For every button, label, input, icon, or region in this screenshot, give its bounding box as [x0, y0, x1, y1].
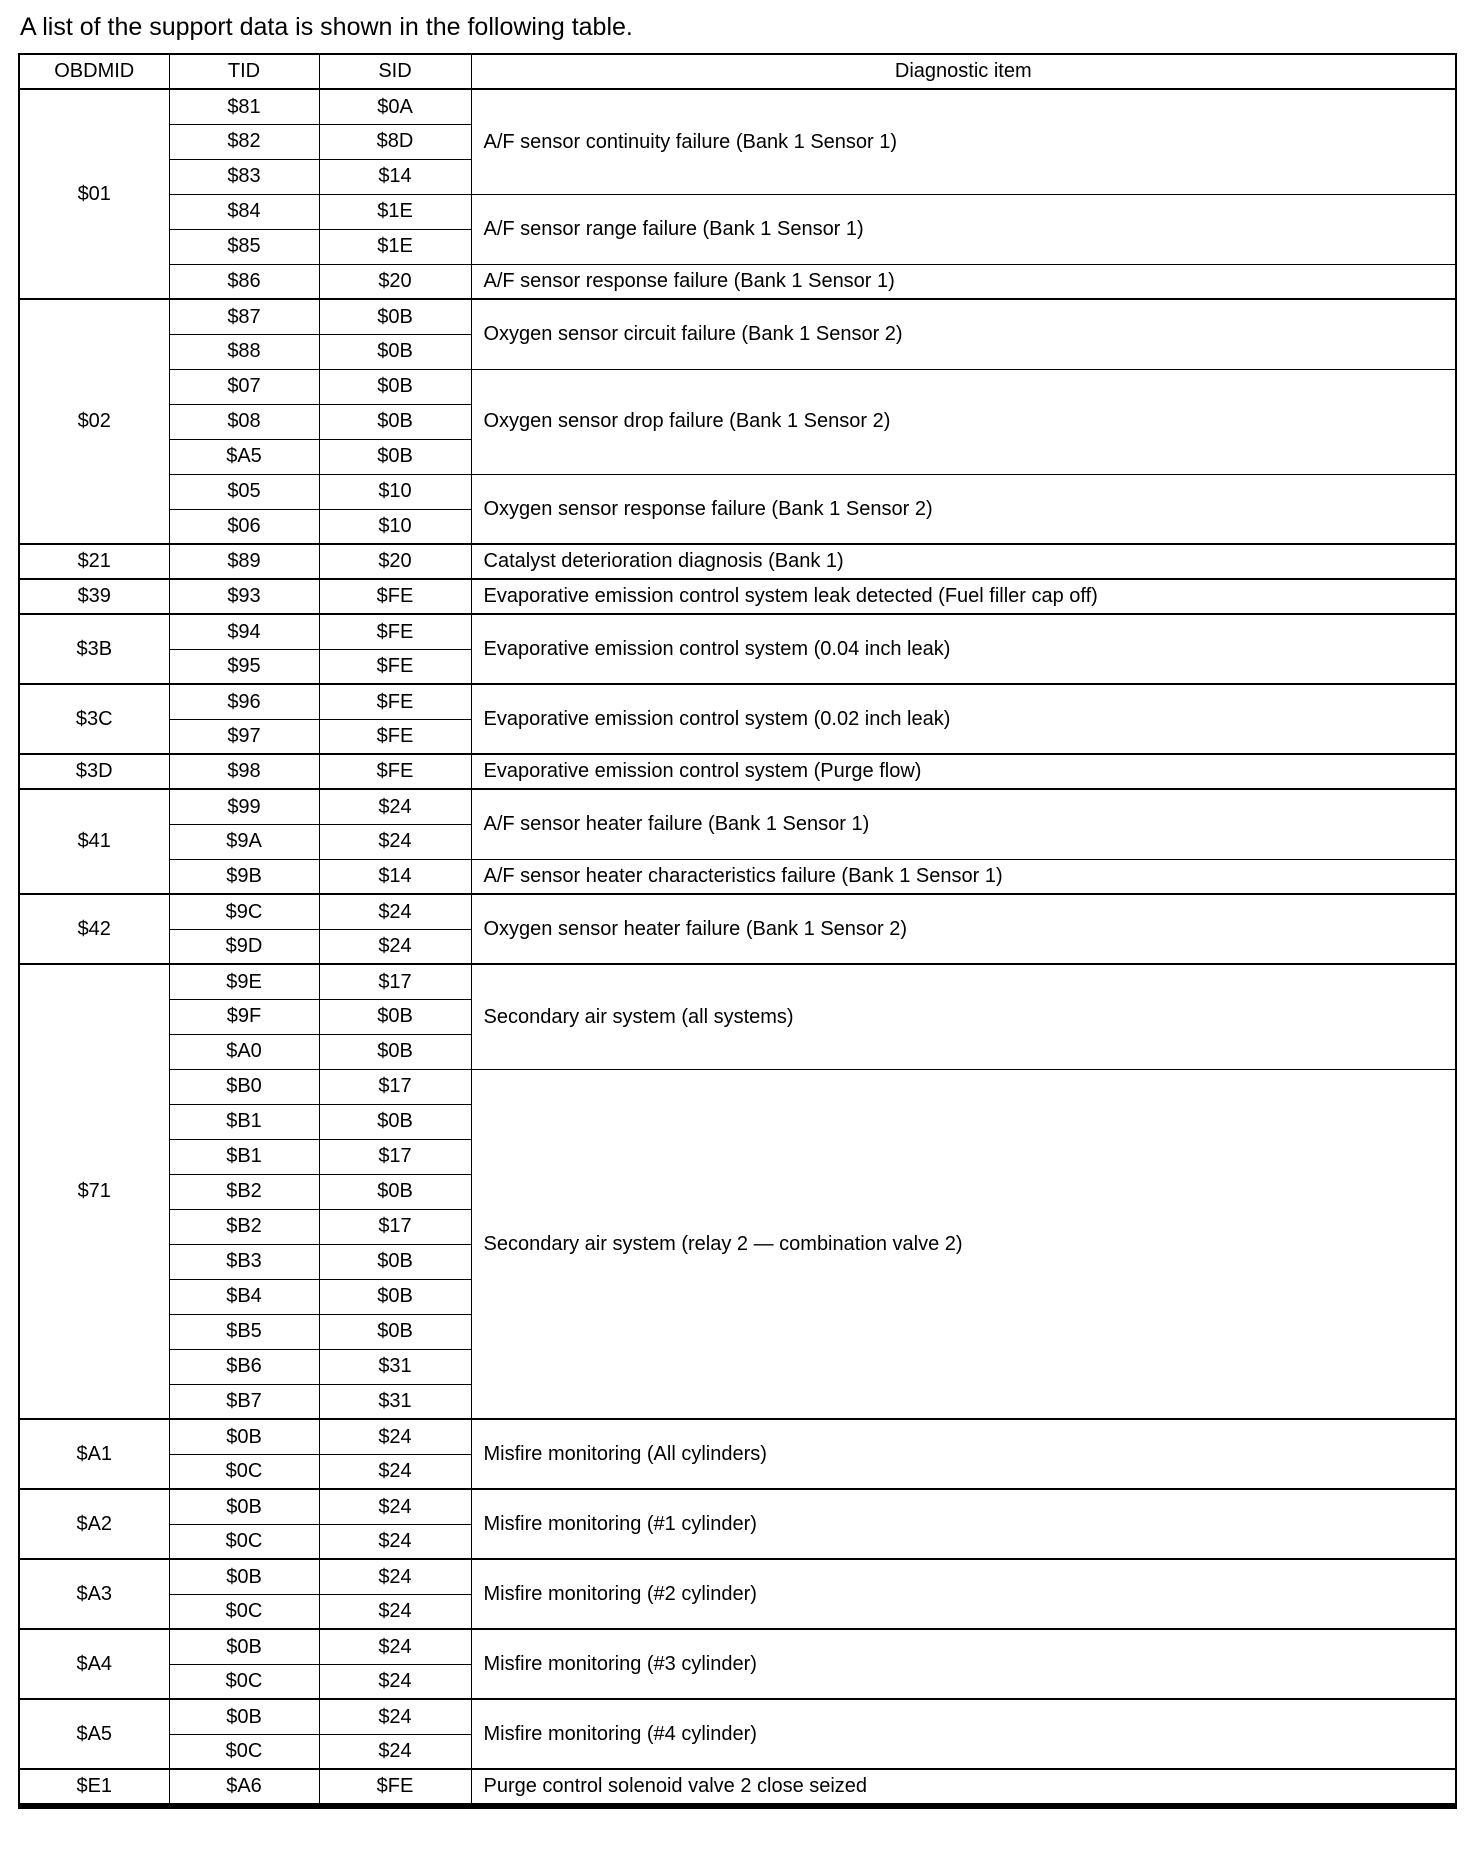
diagnostic-cell: Catalyst deterioration diagnosis (Bank 1): [471, 544, 1456, 579]
tid-cell: $0B: [169, 1629, 319, 1664]
sid-cell: $20: [319, 544, 471, 579]
sid-cell: $10: [319, 474, 471, 509]
sid-cell: $0B: [319, 299, 471, 334]
diagnostic-cell: A/F sensor heater characteristics failure (Bank 1 Sensor 1): [471, 859, 1456, 894]
sid-cell: $0B: [319, 369, 471, 404]
obdmid-cell: $21: [19, 544, 169, 579]
diagnostic-cell: Evaporative emission control system (Purge flow): [471, 754, 1456, 789]
table-row: [19, 474, 1456, 509]
table-row: [19, 89, 1456, 124]
tid-cell: $85: [169, 229, 319, 264]
tid-cell: $0C: [169, 1594, 319, 1629]
tid-cell: $A0: [169, 1034, 319, 1069]
tid-cell: $94: [169, 614, 319, 649]
sid-cell: $8D: [319, 124, 471, 159]
sid-cell: $24: [319, 824, 471, 859]
obdmid-cell: $A2: [19, 1489, 169, 1559]
sid-cell: $24: [319, 1489, 471, 1524]
tid-cell: $B2: [169, 1174, 319, 1209]
sid-cell: $14: [319, 159, 471, 194]
sid-cell: $0B: [319, 1104, 471, 1139]
diagnostic-cell: A/F sensor continuity failure (Bank 1 Sensor 1): [471, 89, 1456, 194]
tid-cell: $05: [169, 474, 319, 509]
header-sid: SID: [319, 54, 471, 89]
sid-cell: $24: [319, 1419, 471, 1454]
obdmid-cell: $3D: [19, 754, 169, 789]
sid-cell: $17: [319, 1069, 471, 1104]
tid-cell: $81: [169, 89, 319, 124]
obdmid-cell: $3B: [19, 614, 169, 684]
tid-cell: $88: [169, 334, 319, 369]
header-row: [19, 54, 1456, 89]
diagnostic-cell: Misfire monitoring (#3 cylinder): [471, 1629, 1456, 1699]
sid-cell: $0B: [319, 999, 471, 1034]
table-row: [19, 1559, 1456, 1594]
sid-cell: $24: [319, 789, 471, 824]
tid-cell: $0C: [169, 1664, 319, 1699]
sid-cell: $20: [319, 264, 471, 299]
obdmid-cell: $71: [19, 964, 169, 1419]
sid-cell: $FE: [319, 614, 471, 649]
tid-cell: $98: [169, 754, 319, 789]
diagnostic-cell: Misfire monitoring (#2 cylinder): [471, 1559, 1456, 1629]
table-body: [19, 89, 1456, 1806]
tid-cell: $B5: [169, 1314, 319, 1349]
diagnostic-cell: A/F sensor heater failure (Bank 1 Sensor 1): [471, 789, 1456, 859]
table-row: [19, 369, 1456, 404]
tid-cell: $82: [169, 124, 319, 159]
table-row: [19, 859, 1456, 894]
obdmid-cell: $A4: [19, 1629, 169, 1699]
obdmid-cell: $A1: [19, 1419, 169, 1489]
tid-cell: $9B: [169, 859, 319, 894]
tid-cell: $B1: [169, 1104, 319, 1139]
tid-cell: $9D: [169, 929, 319, 964]
tid-cell: $95: [169, 649, 319, 684]
table-row: [19, 544, 1456, 579]
tid-cell: $9F: [169, 999, 319, 1034]
sid-cell: $FE: [319, 754, 471, 789]
diagnostic-cell: Misfire monitoring (All cylinders): [471, 1419, 1456, 1489]
header-obdmid: OBDMID: [19, 54, 169, 89]
table-row: [19, 1069, 1456, 1104]
tid-cell: $83: [169, 159, 319, 194]
sid-cell: $17: [319, 964, 471, 999]
diagnostic-cell: Secondary air system (relay 2 — combination valve 2): [471, 1069, 1456, 1419]
sid-cell: $FE: [319, 1769, 471, 1806]
tid-cell: $0B: [169, 1699, 319, 1734]
tid-cell: $99: [169, 789, 319, 824]
diagnostic-cell: Evaporative emission control system leak detected (Fuel filler cap off): [471, 579, 1456, 614]
sid-cell: $0B: [319, 1034, 471, 1069]
diagnostic-cell: A/F sensor response failure (Bank 1 Sensor 1): [471, 264, 1456, 299]
table-row: [19, 194, 1456, 229]
diagnostic-cell: Evaporative emission control system (0.02 inch leak): [471, 684, 1456, 754]
header-tid: TID: [169, 54, 319, 89]
tid-cell: $B1: [169, 1139, 319, 1174]
tid-cell: $B4: [169, 1279, 319, 1314]
sid-cell: $14: [319, 859, 471, 894]
obdmid-cell: $A5: [19, 1699, 169, 1769]
tid-cell: $0C: [169, 1734, 319, 1769]
obdmid-cell: $41: [19, 789, 169, 894]
sid-cell: $0B: [319, 1314, 471, 1349]
tid-cell: $9A: [169, 824, 319, 859]
tid-cell: $B6: [169, 1349, 319, 1384]
tid-cell: $06: [169, 509, 319, 544]
table-row: [19, 579, 1456, 614]
sid-cell: $24: [319, 1629, 471, 1664]
table-row: [19, 754, 1456, 789]
sid-cell: $0B: [319, 439, 471, 474]
sid-cell: $FE: [319, 579, 471, 614]
tid-cell: $A5: [169, 439, 319, 474]
tid-cell: $B3: [169, 1244, 319, 1279]
sid-cell: $24: [319, 1524, 471, 1559]
sid-cell: $0B: [319, 404, 471, 439]
tid-cell: $9C: [169, 894, 319, 929]
sid-cell: $31: [319, 1384, 471, 1419]
sid-cell: $FE: [319, 719, 471, 754]
sid-cell: $10: [319, 509, 471, 544]
sid-cell: $24: [319, 894, 471, 929]
sid-cell: $17: [319, 1209, 471, 1244]
table-row: [19, 1769, 1456, 1806]
tid-cell: $9E: [169, 964, 319, 999]
header-diagnostic-item: Diagnostic item: [471, 54, 1456, 89]
obdmid-cell: $02: [19, 299, 169, 544]
sid-cell: $1E: [319, 229, 471, 264]
table-row: [19, 1489, 1456, 1524]
tid-cell: $08: [169, 404, 319, 439]
table-row: [19, 1629, 1456, 1664]
sid-cell: $24: [319, 1734, 471, 1769]
table-row: [19, 264, 1456, 299]
tid-cell: $0C: [169, 1524, 319, 1559]
tid-cell: $96: [169, 684, 319, 719]
tid-cell: $B7: [169, 1384, 319, 1419]
diagnostic-cell: Misfire monitoring (#1 cylinder): [471, 1489, 1456, 1559]
support-data-table: [18, 53, 1457, 1809]
sid-cell: $24: [319, 1559, 471, 1594]
obdmid-cell: $39: [19, 579, 169, 614]
intro-text: A list of the support data is shown in the following table.: [20, 13, 633, 41]
tid-cell: $0B: [169, 1489, 319, 1524]
table-row: [19, 894, 1456, 929]
diagnostic-cell: Secondary air system (all systems): [471, 964, 1456, 1069]
diagnostic-cell: Oxygen sensor response failure (Bank 1 Sensor 2): [471, 474, 1456, 544]
table-row: [19, 614, 1456, 649]
tid-cell: $0B: [169, 1559, 319, 1594]
sid-cell: $0A: [319, 89, 471, 124]
diagnostic-cell: A/F sensor range failure (Bank 1 Sensor 1): [471, 194, 1456, 264]
sid-cell: $31: [319, 1349, 471, 1384]
tid-cell: $84: [169, 194, 319, 229]
tid-cell: $0C: [169, 1454, 319, 1489]
tid-cell: $97: [169, 719, 319, 754]
tid-cell: $0B: [169, 1419, 319, 1454]
table-row: [19, 684, 1456, 719]
obdmid-cell: $01: [19, 89, 169, 299]
obdmid-cell: $A3: [19, 1559, 169, 1629]
sid-cell: $24: [319, 1454, 471, 1489]
diagnostic-cell: Evaporative emission control system (0.04 inch leak): [471, 614, 1456, 684]
tid-cell: $A6: [169, 1769, 319, 1806]
sid-cell: $FE: [319, 684, 471, 719]
diagnostic-cell: Oxygen sensor circuit failure (Bank 1 Sensor 2): [471, 299, 1456, 369]
sid-cell: $24: [319, 929, 471, 964]
diagnostic-cell: Purge control solenoid valve 2 close seized: [471, 1769, 1456, 1806]
tid-cell: $86: [169, 264, 319, 299]
table-row: [19, 1419, 1456, 1454]
sid-cell: $FE: [319, 649, 471, 684]
sid-cell: $24: [319, 1699, 471, 1734]
tid-cell: $93: [169, 579, 319, 614]
tid-cell: $87: [169, 299, 319, 334]
obdmid-cell: $E1: [19, 1769, 169, 1806]
table-row: [19, 789, 1456, 824]
diagnostic-cell: Oxygen sensor heater failure (Bank 1 Sensor 2): [471, 894, 1456, 964]
obdmid-cell: $42: [19, 894, 169, 964]
tid-cell: $B0: [169, 1069, 319, 1104]
table-row: [19, 964, 1456, 999]
sid-cell: $0B: [319, 1279, 471, 1314]
sid-cell: $24: [319, 1594, 471, 1629]
tid-cell: $B2: [169, 1209, 319, 1244]
diagnostic-cell: Oxygen sensor drop failure (Bank 1 Sensor 2): [471, 369, 1456, 474]
sid-cell: $1E: [319, 194, 471, 229]
sid-cell: $0B: [319, 334, 471, 369]
sid-cell: $0B: [319, 1244, 471, 1279]
sid-cell: $24: [319, 1664, 471, 1699]
obdmid-cell: $3C: [19, 684, 169, 754]
sid-cell: $17: [319, 1139, 471, 1174]
table-row: [19, 1699, 1456, 1734]
tid-cell: $07: [169, 369, 319, 404]
diagnostic-cell: Misfire monitoring (#4 cylinder): [471, 1699, 1456, 1769]
table-row: [19, 299, 1456, 334]
tid-cell: $89: [169, 544, 319, 579]
sid-cell: $0B: [319, 1174, 471, 1209]
